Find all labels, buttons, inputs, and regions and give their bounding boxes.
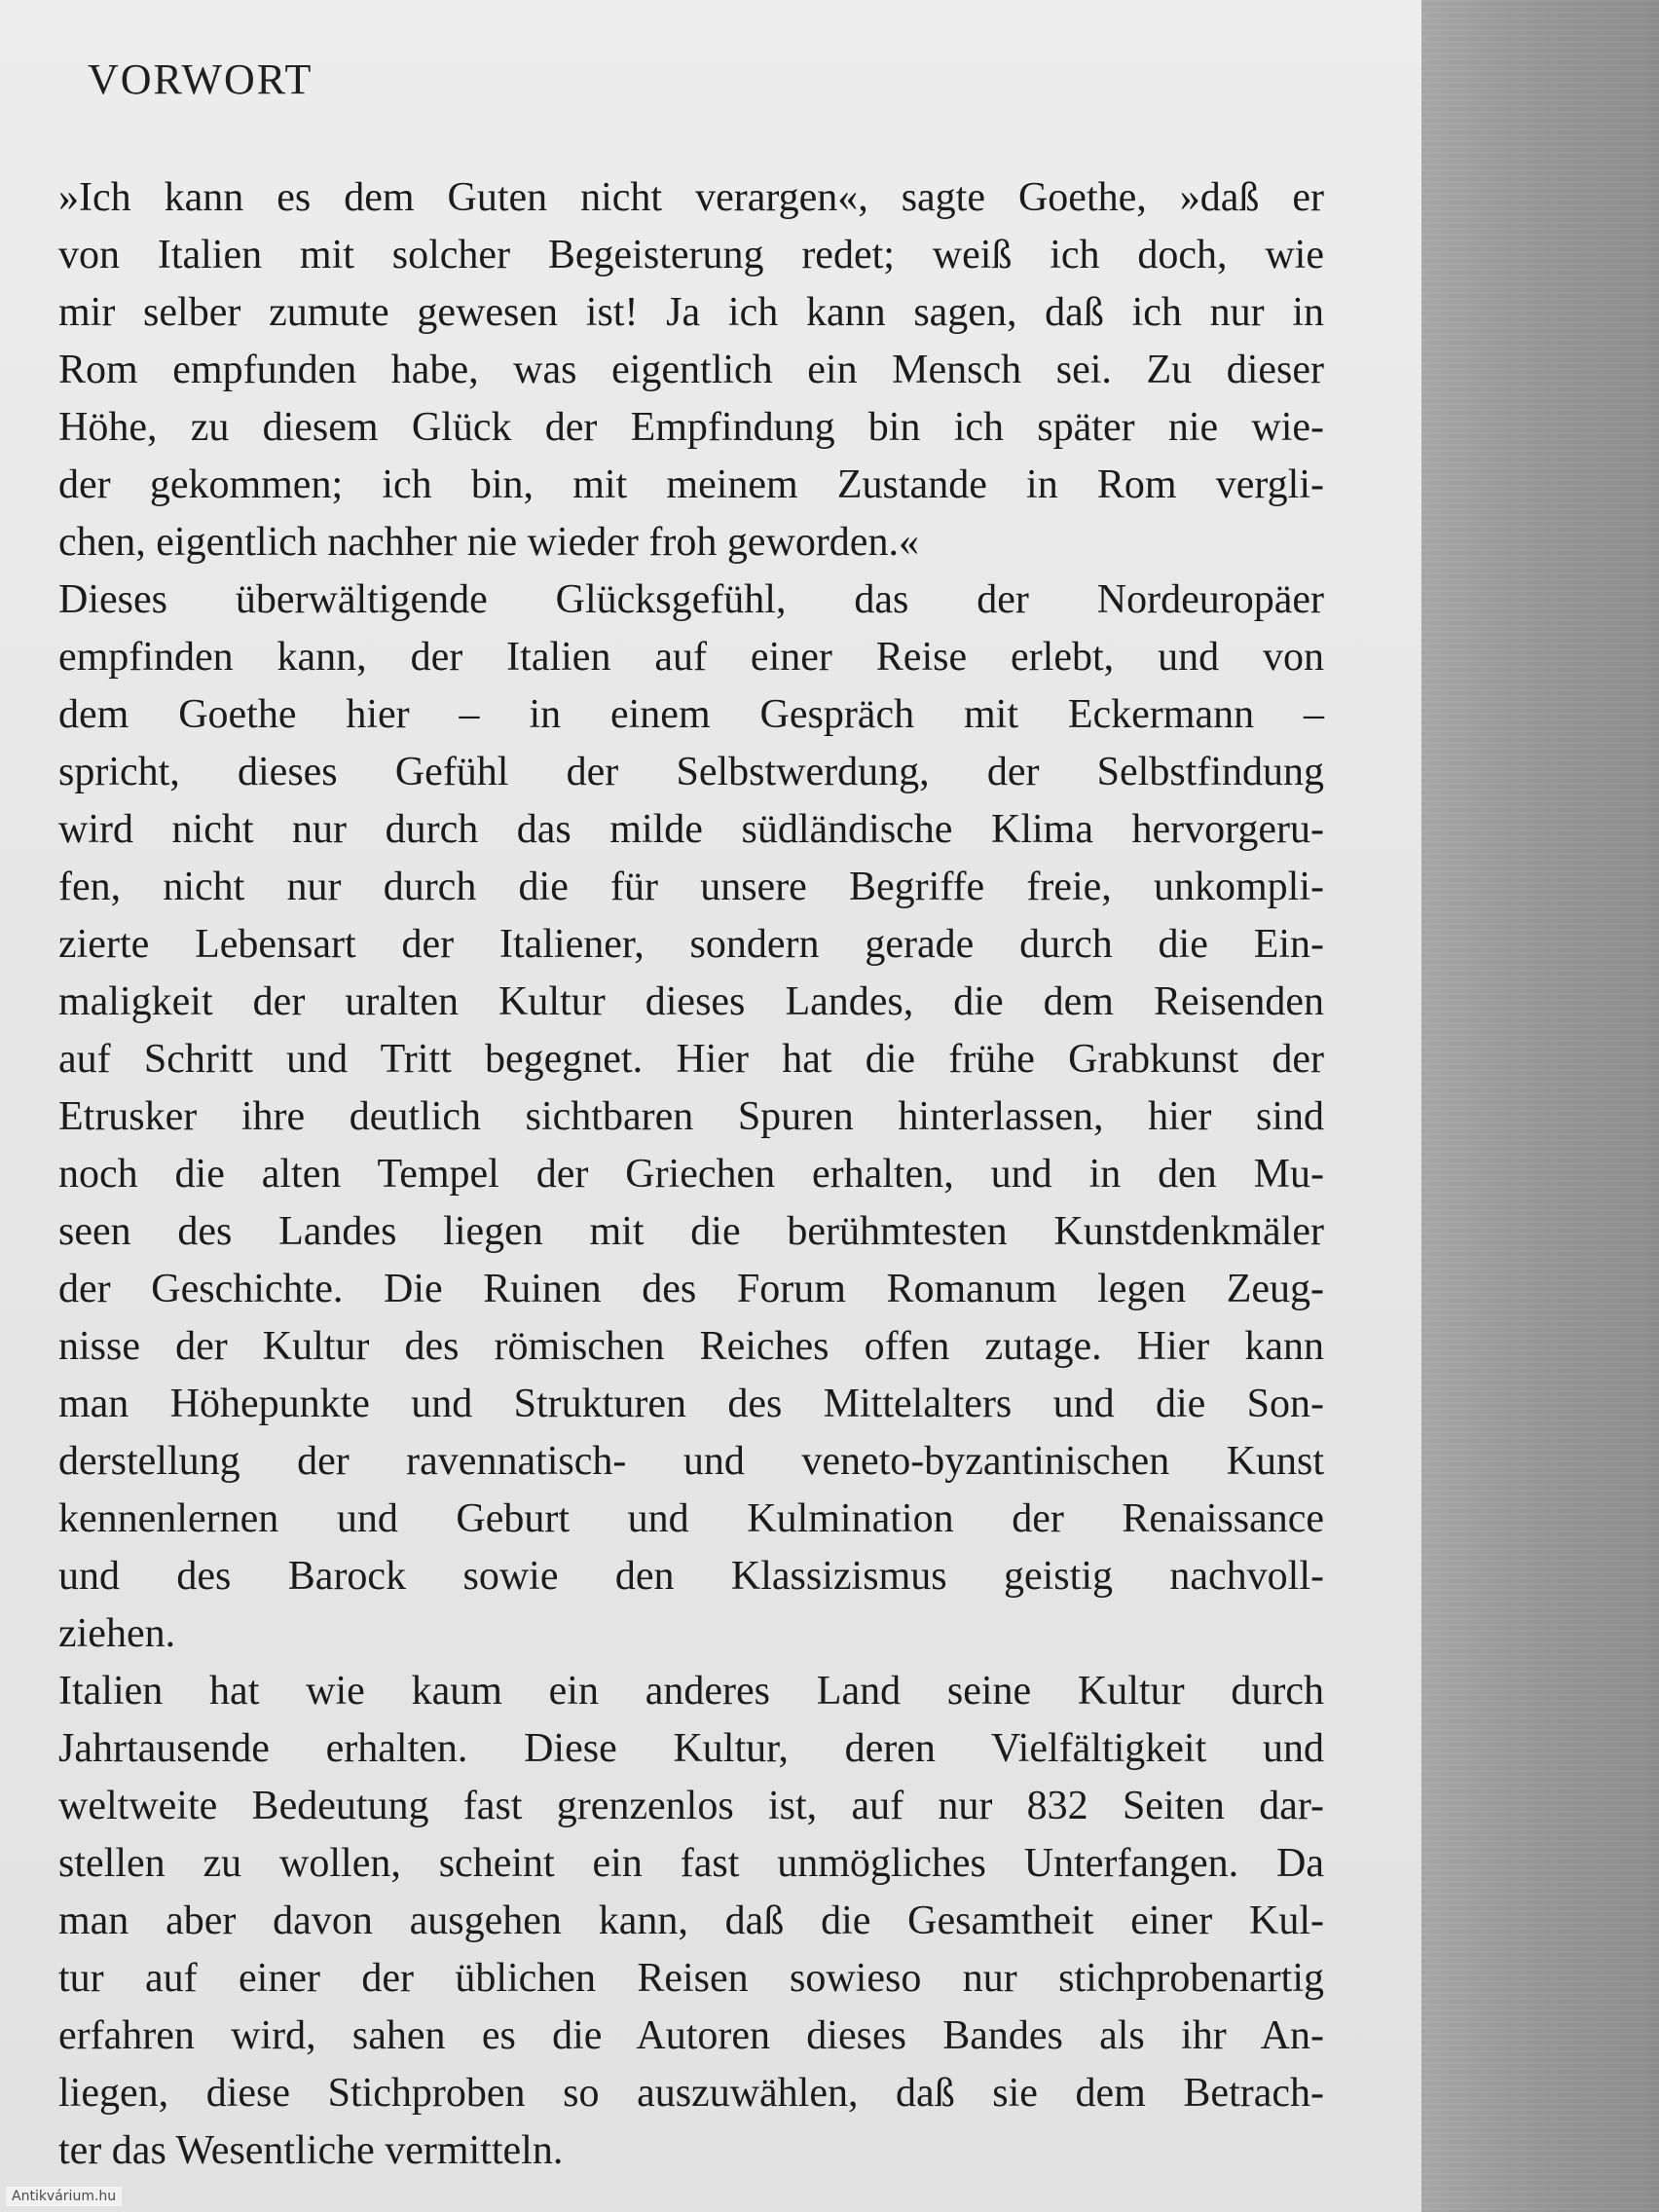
watermark-logo: Antikvárium.hu xyxy=(6,2187,122,2206)
text-line: man Höhepunkte und Strukturen des Mittelalters und die Son- xyxy=(58,1382,1324,1426)
text-line: man aber davon ausgehen kann, daß die Gesamtheit einer Kul- xyxy=(58,1899,1324,1943)
text-line: seen des Landes liegen mit die berühmtesten Kunstdenkmäler xyxy=(58,1209,1324,1254)
text-line: fen, nicht nur durch die für unsere Begriffe freie, unkompli- xyxy=(58,865,1324,909)
text-line: Dieses überwältigende Glücksgefühl, das der Nordeuropäer xyxy=(58,577,1324,622)
text-line: von Italien mit solcher Begeisterung redet; weiß ich doch, wie xyxy=(58,233,1324,277)
text-line: der gekommen; ich bin, mit meinem Zustande in Rom vergli- xyxy=(58,462,1324,507)
text-line: derstellung der ravennatisch- und veneto-byzantinischen Kunst xyxy=(58,1439,1324,1484)
text-line: nisse der Kultur des römischen Reiches offen zutage. Hier kann xyxy=(58,1324,1324,1369)
text-line: kennenlernen und Geburt und Kulmination der Renaissance xyxy=(58,1496,1324,1541)
text-line: mir selber zumute gewesen ist! Ja ich kann sagen, daß ich nur in xyxy=(58,290,1324,335)
background-surface xyxy=(1421,0,1659,2212)
text-line: Italien hat wie kaum ein anderes Land seine Kultur durch xyxy=(58,1669,1324,1714)
text-line: chen, eigentlich nachher nie wieder froh geworden.« xyxy=(58,520,919,565)
text-line: auf Schritt und Tritt begegnet. Hier hat die frühe Grabkunst der xyxy=(58,1037,1324,1082)
text-line: »Ich kann es dem Guten nicht verargen«, sagte Goethe, »daß er xyxy=(58,175,1324,220)
text-line: empfinden kann, der Italien auf einer Reise erlebt, und von xyxy=(58,635,1324,680)
text-line: zierte Lebensart der Italiener, sondern gerade durch die Ein- xyxy=(58,922,1324,967)
text-line: ter das Wesentliche vermitteln. xyxy=(58,2128,564,2173)
text-line: Rom empfunden habe, was eigentlich ein Mensch sei. Zu dieser xyxy=(58,348,1324,392)
text-line: Etrusker ihre deutlich sichtbaren Spuren hinterlassen, hier sind xyxy=(58,1094,1324,1139)
page-heading: VORWORT xyxy=(88,55,313,103)
text-line: noch die alten Tempel der Griechen erhalten, und in den Mu- xyxy=(58,1152,1324,1197)
text-line: stellen zu wollen, scheint ein fast unmögliches Unterfangen. Da xyxy=(58,1841,1324,1886)
text-line: tur auf einer der üblichen Reisen sowieso nur stichprobenartig xyxy=(58,1956,1324,2001)
text-line: spricht, dieses Gefühl der Selbstwerdung, der Selbstfindung xyxy=(58,750,1324,794)
text-line: und des Barock sowie den Klassizismus geistig nachvoll- xyxy=(58,1554,1324,1599)
text-line: wird nicht nur durch das milde südländische Klima hervorgeru- xyxy=(58,807,1324,852)
text-line: dem Goethe hier – in einem Gespräch mit Eckermann – xyxy=(58,692,1324,737)
text-line: liegen, diese Stichproben so auszuwählen, daß sie dem Betrach- xyxy=(58,2071,1324,2116)
text-line: maligkeit der uralten Kultur dieses Landes, die dem Reisenden xyxy=(58,979,1324,1024)
text-line: weltweite Bedeutung fast grenzenlos ist, auf nur 832 Seiten dar- xyxy=(58,1784,1324,1828)
text-line: der Geschichte. Die Ruinen des Forum Romanum legen Zeug- xyxy=(58,1267,1324,1311)
body-text xyxy=(58,169,1324,2180)
text-line: Jahrtausende erhalten. Diese Kultur, deren Vielfältigkeit und xyxy=(58,1726,1324,1771)
text-line: erfahren wird, sahen es die Autoren dieses Bandes als ihr An- xyxy=(58,2013,1324,2058)
text-line: ziehen. xyxy=(58,1611,176,1656)
text-line: Höhe, zu diesem Glück der Empfindung bin ich später nie wie- xyxy=(58,405,1324,450)
